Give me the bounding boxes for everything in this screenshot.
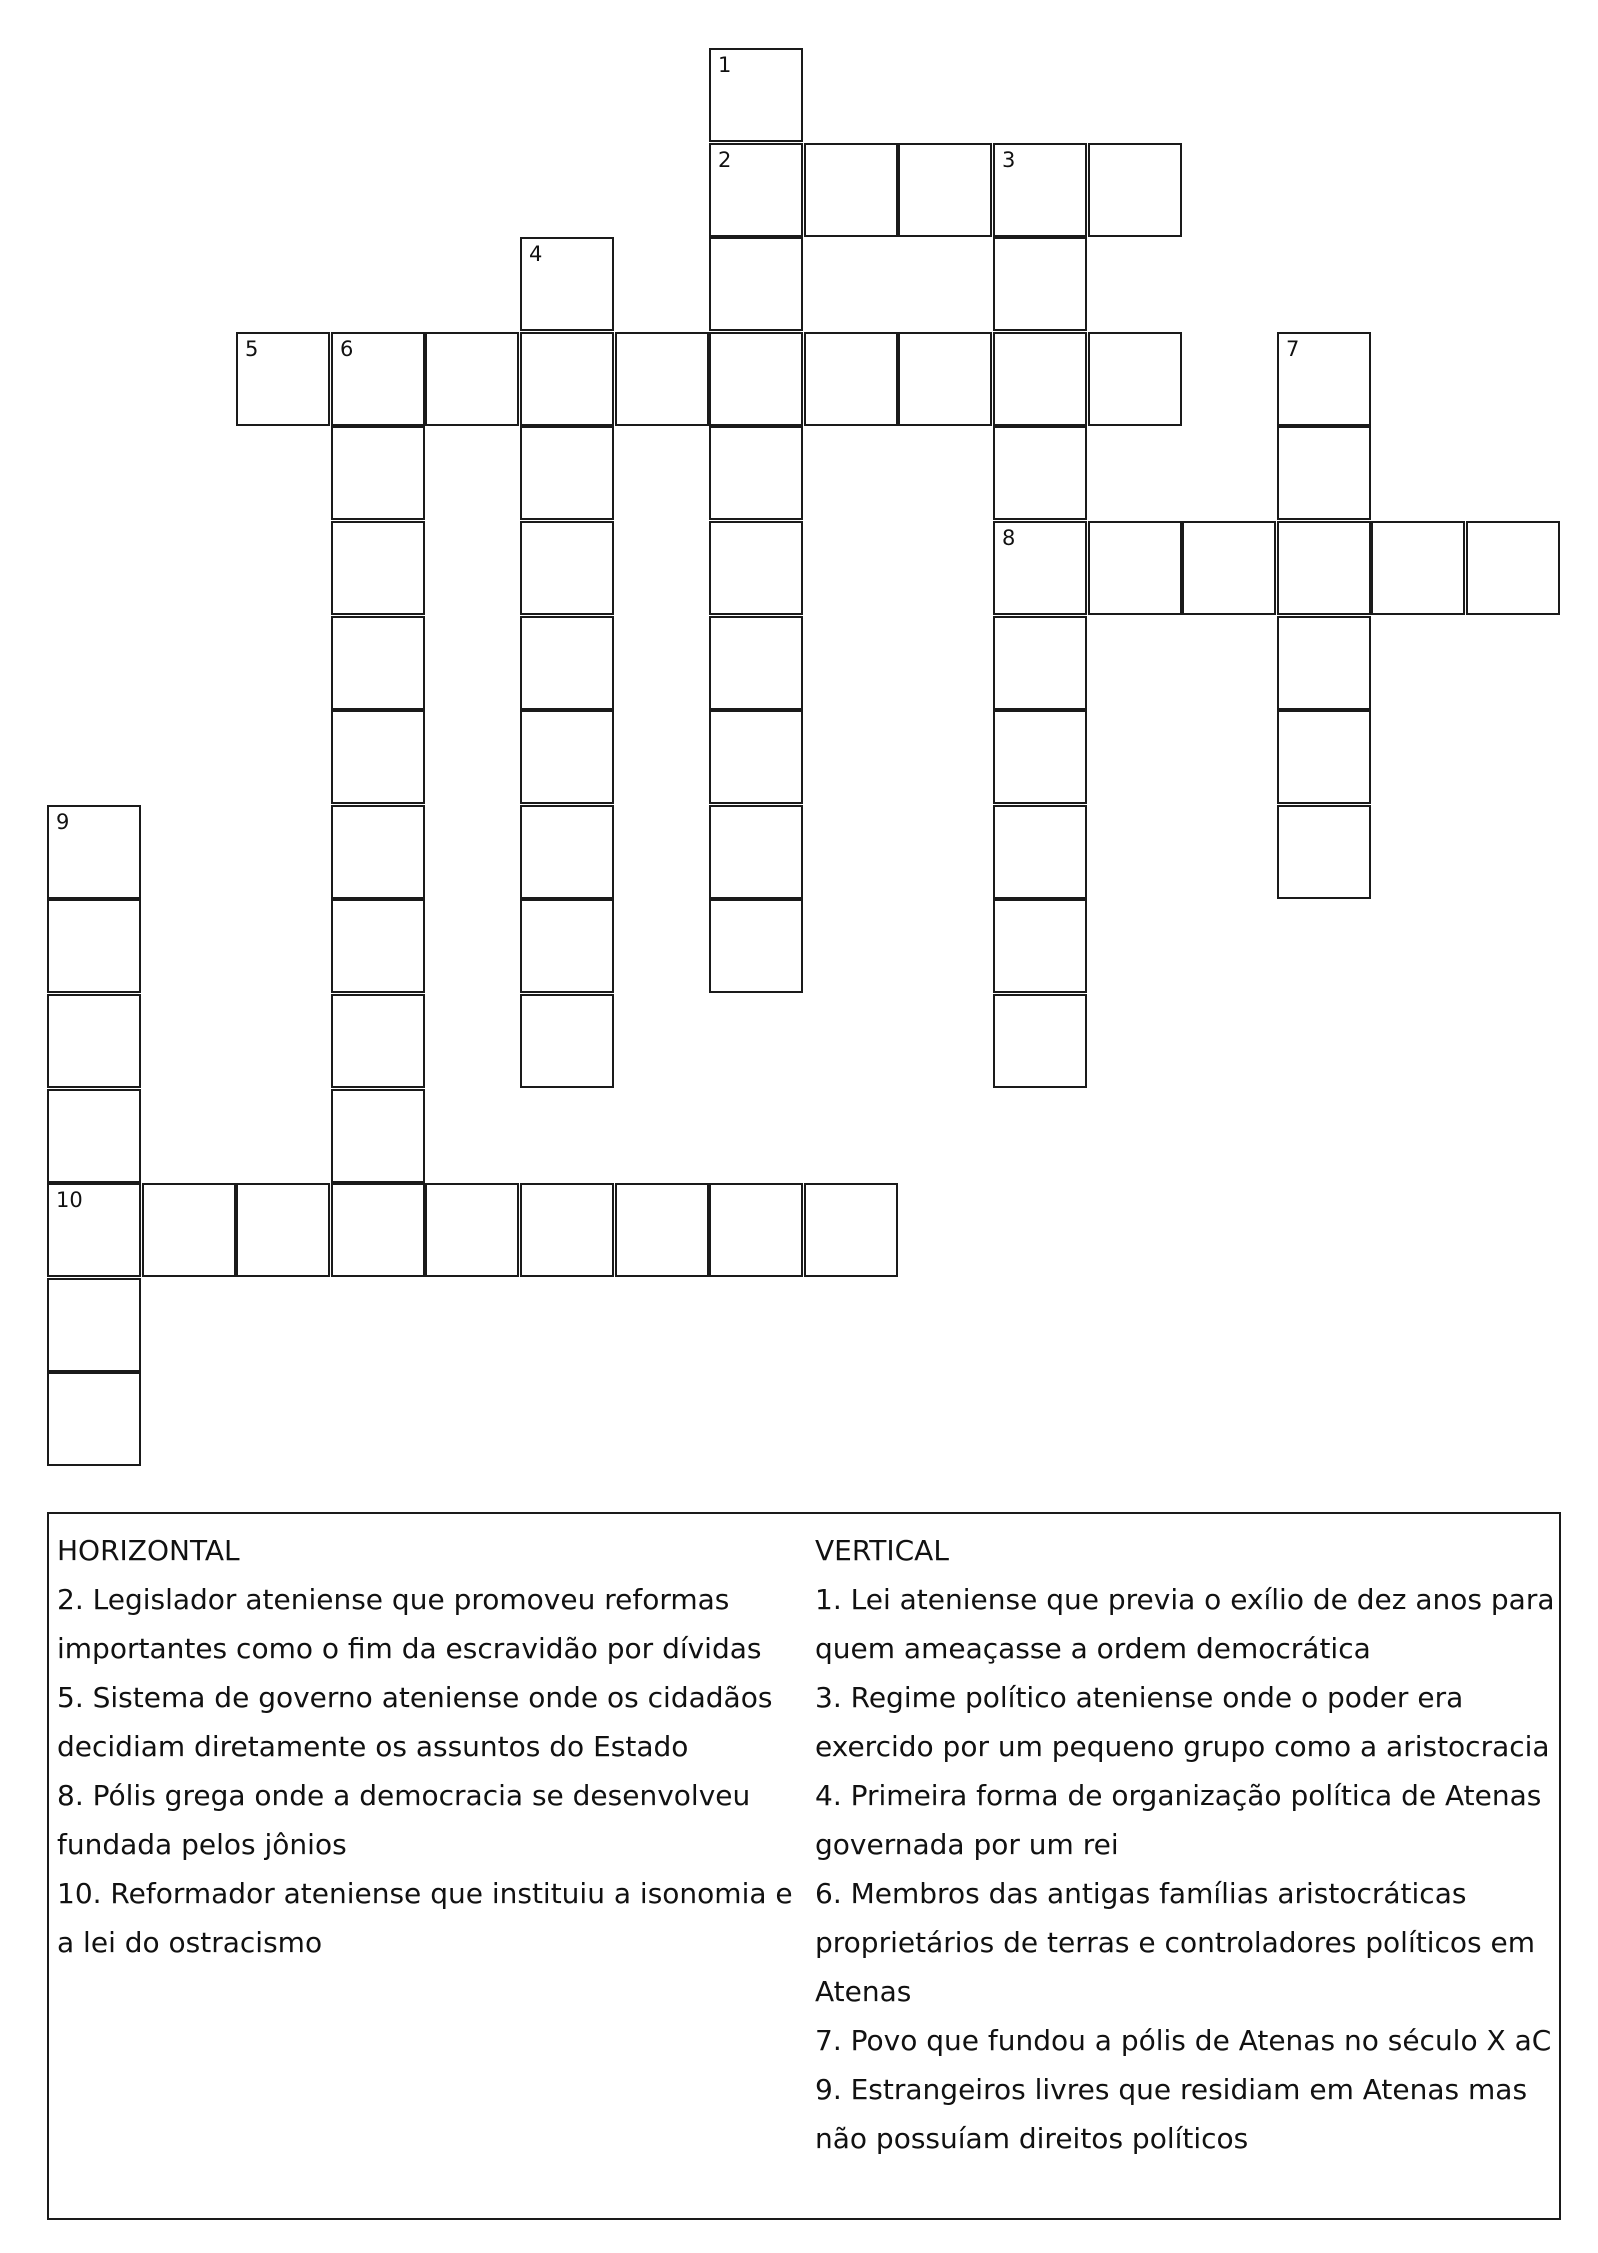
crossword-cell[interactable] <box>47 899 141 993</box>
crossword-cell[interactable] <box>993 426 1087 520</box>
vertical-clues-title: VERTICAL <box>815 1534 949 1567</box>
horizontal-clue-8: 8. Pólis grega onde a democracia se desenvolveu fundada pelos jônios <box>57 1779 751 1861</box>
crossword-cell[interactable] <box>709 1183 803 1277</box>
vertical-clue-9: 9. Estrangeiros livres que residiam em Atenas mas não possuíam direitos políticos <box>815 2073 1528 2155</box>
clue-number: 7 <box>1286 337 1300 361</box>
crossword-cell[interactable] <box>142 1183 236 1277</box>
clue-number: 6 <box>340 337 354 361</box>
horizontal-clues-title: HORIZONTAL <box>57 1534 240 1567</box>
crossword-cell[interactable] <box>331 994 425 1088</box>
crossword-cell[interactable] <box>520 899 614 993</box>
crossword-cell[interactable] <box>331 616 425 710</box>
crossword-cell[interactable] <box>520 521 614 615</box>
crossword-cell[interactable] <box>993 616 1087 710</box>
vertical-clue-3: 3. Regime político ateniense onde o poder era exercido por um pequeno grupo como a aristocracia <box>815 1681 1550 1763</box>
crossword-cell[interactable] <box>993 710 1087 804</box>
vertical-clue-6: 6. Membros das antigas famílias aristocráticas proprietários de terras e controladores políticos em Atenas <box>815 1877 1536 2008</box>
crossword-cell[interactable] <box>804 143 898 237</box>
crossword-cell[interactable] <box>1088 143 1182 237</box>
crossword-cell[interactable] <box>709 426 803 520</box>
crossword-cell[interactable] <box>520 710 614 804</box>
crossword-cell[interactable] <box>236 1183 330 1277</box>
crossword-cell[interactable] <box>520 994 614 1088</box>
clues-box <box>47 1512 1561 2220</box>
crossword-cell[interactable] <box>520 616 614 710</box>
crossword-cell[interactable] <box>709 521 803 615</box>
crossword-cell[interactable] <box>425 332 519 426</box>
crossword-cell[interactable] <box>47 994 141 1088</box>
crossword-cell[interactable] <box>331 710 425 804</box>
crossword-cell[interactable] <box>520 805 614 899</box>
crossword-cell[interactable] <box>709 710 803 804</box>
crossword-cell[interactable] <box>804 1183 898 1277</box>
crossword-cell[interactable] <box>993 994 1087 1088</box>
crossword-cell[interactable] <box>709 332 803 426</box>
crossword-cell[interactable] <box>331 521 425 615</box>
crossword-cell[interactable] <box>993 805 1087 899</box>
crossword-cell[interactable] <box>993 237 1087 331</box>
crossword-cell[interactable] <box>615 1183 709 1277</box>
crossword-cell[interactable] <box>47 1089 141 1183</box>
clue-number: 2 <box>718 148 732 172</box>
crossword-cell[interactable] <box>709 899 803 993</box>
clue-number: 8 <box>1002 526 1016 550</box>
crossword-cell[interactable] <box>993 521 1087 615</box>
horizontal-clues-column <box>57 1526 802 1967</box>
crossword-cell[interactable] <box>47 1278 141 1372</box>
crossword-cell[interactable] <box>331 1183 425 1277</box>
crossword-cell[interactable] <box>1277 710 1371 804</box>
crossword-cell[interactable] <box>709 48 803 142</box>
vertical-clue-4: 4. Primeira forma de organização política de Atenas governada por um rei <box>815 1779 1542 1861</box>
crossword-cell[interactable] <box>331 899 425 993</box>
crossword-cell[interactable] <box>47 1372 141 1466</box>
crossword-cell[interactable] <box>47 805 141 899</box>
crossword-cell[interactable] <box>804 332 898 426</box>
clue-number: 5 <box>245 337 259 361</box>
crossword-cell[interactable] <box>1088 521 1182 615</box>
clue-number: 10 <box>56 1188 83 1212</box>
crossword-cell[interactable] <box>520 1183 614 1277</box>
crossword-cell[interactable] <box>425 1183 519 1277</box>
crossword-cell[interactable] <box>236 332 330 426</box>
crossword-cell[interactable] <box>1371 521 1465 615</box>
crossword-cell[interactable] <box>993 899 1087 993</box>
clue-number: 3 <box>1002 148 1016 172</box>
crossword-cell[interactable] <box>709 237 803 331</box>
crossword-cell[interactable] <box>1277 521 1371 615</box>
crossword-cell[interactable] <box>520 426 614 520</box>
crossword-cell[interactable] <box>47 1183 141 1277</box>
vertical-clues-column <box>815 1526 1557 2163</box>
horizontal-clue-5: 5. Sistema de governo ateniense onde os cidadãos decidiam diretamente os assuntos do Estado <box>57 1681 773 1763</box>
crossword-cell[interactable] <box>1277 332 1371 426</box>
crossword-cell[interactable] <box>1277 616 1371 710</box>
crossword-cell[interactable] <box>1277 426 1371 520</box>
crossword-cell[interactable] <box>1277 805 1371 899</box>
horizontal-clue-10: 10. Reformador ateniense que instituiu a isonomia e a lei do ostracismo <box>57 1877 793 1959</box>
crossword-cell[interactable] <box>520 332 614 426</box>
crossword-cell[interactable] <box>898 332 992 426</box>
vertical-clue-1: 1. Lei ateniense que previa o exílio de dez anos para quem ameaçasse a ordem democrática <box>815 1583 1555 1665</box>
vertical-clue-7: 7. Povo que fundou a pólis de Atenas no século X aC <box>815 2024 1552 2057</box>
crossword-cell[interactable] <box>331 1089 425 1183</box>
crossword-cell[interactable] <box>1466 521 1560 615</box>
crossword-cell[interactable] <box>709 805 803 899</box>
crossword-cell[interactable] <box>615 332 709 426</box>
crossword-cell[interactable] <box>993 143 1087 237</box>
crossword-cell[interactable] <box>331 805 425 899</box>
crossword-cell[interactable] <box>520 237 614 331</box>
clue-number: 9 <box>56 810 70 834</box>
crossword-cell[interactable] <box>993 332 1087 426</box>
crossword-cell[interactable] <box>898 143 992 237</box>
crossword-cell[interactable] <box>1182 521 1276 615</box>
clue-number: 1 <box>718 53 732 77</box>
horizontal-clue-2: 2. Legislador ateniense que promoveu reformas importantes como o fim da escravidão por dívidas <box>57 1583 762 1665</box>
crossword-cell[interactable] <box>1088 332 1182 426</box>
crossword-cell[interactable] <box>331 332 425 426</box>
crossword-cell[interactable] <box>709 616 803 710</box>
crossword-cell[interactable] <box>709 143 803 237</box>
crossword-cell[interactable] <box>331 426 425 520</box>
clue-number: 4 <box>529 242 543 266</box>
